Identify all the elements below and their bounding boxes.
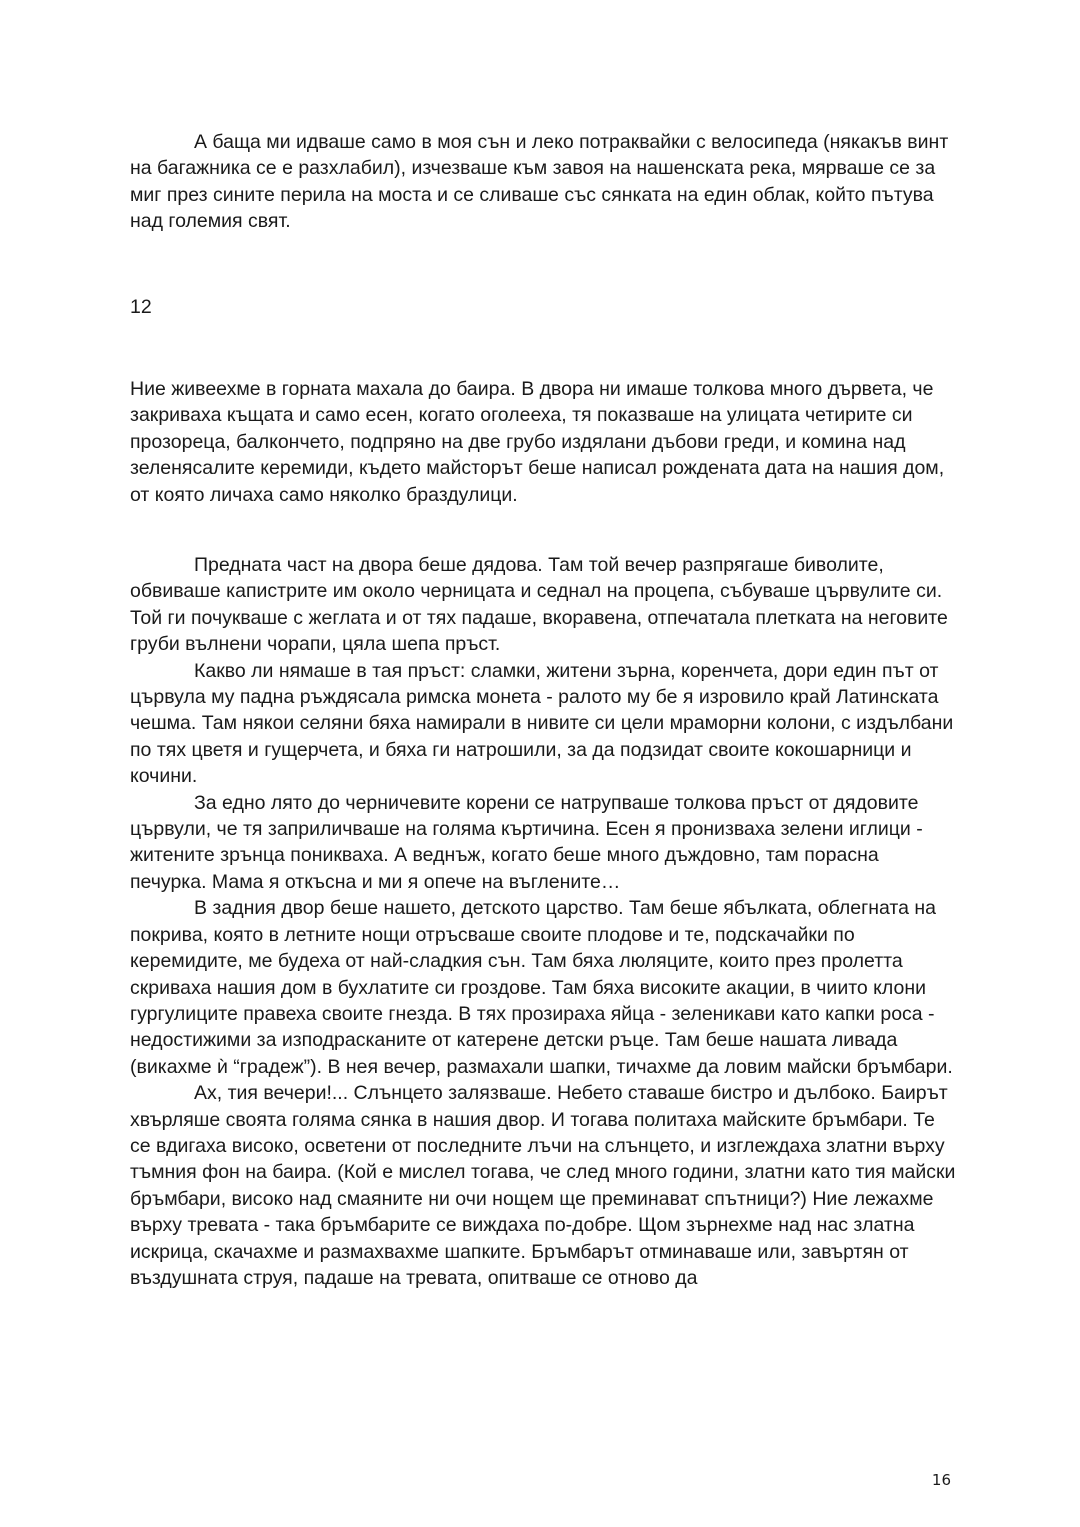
paragraph: Ние живеехме в горната махала до баира. В двора ни имаше толкова много дървета, че закриваха къщата и само есен, когато оголееха, тя показваше на улицата четирите си прозореца, балкончето, подпряно на две грубо издялани дъбови греди, и комина над зеленясалите керемиди, където майсторът беше написал рождената дата на нашия дом, от която личаха само няколко браздулици. <box>130 378 945 506</box>
paragraph-block-2 <box>130 552 960 1291</box>
paragraph: Какво ли нямаше в тая пръст: сламки, житени зърна, коренчета, дори един път от цървула му падна ръждясала римска монета - ралото му бе я изровило край Латинската чешма. Там някои селяни бяха намирали в нивите си цели мраморни колони, с издълбани по тях цветя и гущерчета, и бяха ги натрошили, за да подзидат своите кокошарници и кочини. <box>130 659 954 788</box>
paragraph-block-1 <box>130 376 960 508</box>
page-number: 16 <box>931 1471 951 1489</box>
paragraph: За едно лято до черничевите корени се натрупваше толкова пръст от дядовите цървули, че тя заприличваше на голяма къртичина. Есен я пронизваха зелени иглици - житените зрънца поникваха. А веднъж, когато беше много дъждовно, там порасна печурка. Мама я откъсна и ми я опече на въглените… <box>130 791 923 893</box>
paragraph: Ах, тия вечери!... Слънцето залязваше. Небето ставаше бистро и дълбоко. Баирът хвърляше своята голяма сянка в нашия двор. И тогава политаха майските бръмбари. Те се вдигаха високо, осветени от последните лъчи на слънцето, и изглеждаха златни върху тъмния фон на баира. (Кой е мислел тогава, че след много години, златни като тия майски бръмбари, високо над смаяните ни очи нощем ще преминават спътници?) Ние лежахме върху тревата - така бръмбарите се виждаха по-добре. Щом зърнехме над нас златна искрица, скачахме и размахвахме шапките. Бръмбарът отминаваше или, завъртян от въздушната струя, падаше на тревата, опитваше се отново да <box>130 1082 956 1289</box>
intro-paragraph: А баща ми идваше само в моя сън и леко потраквайки с велосипеда (някакъв винт на багажника се е разхлабил), изчезваше към завоя на нашенската река, мярваше се за миг през сините перила на моста и се сливаше със сянката на един облак, който пътува над големия свят. <box>130 131 949 233</box>
chapter-number: 12 <box>130 296 152 318</box>
paragraph: В задния двор беше нашето, детското царство. Там беше ябълката, облегната на покрива, която в летните нощи отръсваше своите плодове и те, подскачайки по керемидите, ме будеха от най-сладкия сън. Там бяха люляците, които през пролетта скриваха нашия дом в бухлатите си гроздове. Там бяха високите акации, в чиито клони гургулиците правеха своите гнезда. В тях прозираха яйца - зеленикави като капки роса - недостижими за изподрасканите от катерене детски ръце. Там беше нашата ливада (викахме ѝ “градеж”). В нея вечер, размахали шапки, тичахме да ловим майски бръмбари. <box>130 897 953 1078</box>
intro-block <box>130 129 960 235</box>
paragraph: Предната част на двора беше дядова. Там той вечер разпрягаше биволите, обвиваше капистрите им около черницата и седнал на процепа, събуваше цървулите си. Той ги почукваше с жеглата и от тях падаше, вкоравена, отпечатала плетката на неговите груби вълнени чорапи, цяла шепа пръст. <box>130 554 948 656</box>
